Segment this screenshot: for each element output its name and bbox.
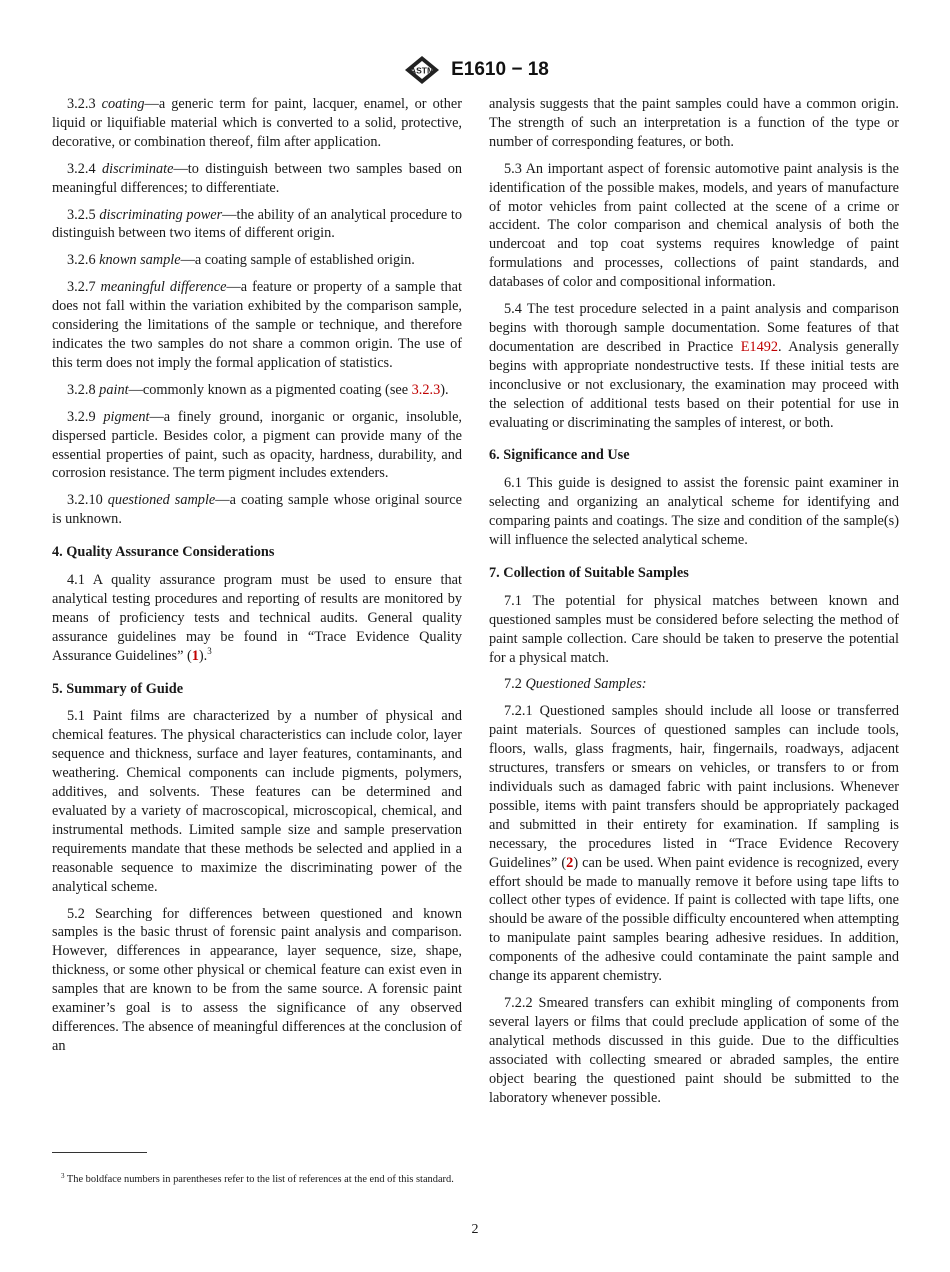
paragraph-7-2-2: 7.2.2 Smeared transfers can exhibit mingling of components from several layers or films that could preclude application of some of the analytical methods discussed in this guide. Due to the difficulties associated with collecting smeared or abraded samples, the entire object bearing the questioned paint should be submitted to the laboratory whenever possible. <box>489 994 899 1106</box>
paragraph-6-1: 6.1 This guide is designed to assist the forensic paint examiner in selecting and organizing an analytical scheme for identifying and comparing paints and coatings. The size and condition of the sample(s) will influence the selected analytical scheme. <box>489 475 899 549</box>
definition-3-2-9: 3.2.9 pigment—a finely ground, inorganic or organic, insoluble, dispersed particle. Besides color, a pigment can provide many of the essential properties of paint, such as opacity, hardness, durability, and corrosion resistance. The term pigment includes extenders. <box>52 408 462 482</box>
paragraph-7-2: 7.2 Questioned Samples: <box>504 676 647 693</box>
svg-text:ASTM: ASTM <box>410 65 435 76</box>
paragraph-5-2-continued: analysis suggests that the paint samples could have a common origin. The strength of such an interpretation is a function of the type or number of corresponding features, or both. <box>489 96 899 150</box>
definition-3-2-6: 3.2.6 known sample—a coating sample of established origin. <box>67 252 415 269</box>
paragraph-4-1: 4.1 A quality assurance program must be used to ensure that analytical testing procedures and reporting of results are monitored by means of proficiency tests and technical audits. General quality assurance guidelines may be found in “Trace Evidence Quality Assurance Guidelines” (1).$^3$ <box>52 572 462 664</box>
astm-logo-icon <box>401 54 443 86</box>
page-number: 2 <box>471 1222 479 1237</box>
section-link-3-2-3[interactable]: 3.2.3 <box>411 381 441 398</box>
paragraph-5-3: 5.3 An important aspect of forensic automotive paint analysis is the identification of the possible makes, models, and years of manufacture of motor vehicles from paint collected at the scene of a crime or accident. The color comparison and chemical analysis of both the undercoat and top coat systems requires knowledge of paint formulations and processes, collections of paint standards, and databases of color and compositional information. <box>489 160 899 291</box>
paragraph-7-2-1: 7.2.1 Questioned samples should include all loose or transferred paint materials. Sources of questioned samples can include tools, floors, walls, glass fragments, hair, fingernails, roadways, adjacent structures, transfers or smears on vehicles, or transfers to or from individuals such as damaged fabric with paint inclusions. Whenever possible, items with paint transfers should be appropriately packaged and submitted in their entirety for examination. If sampling is necessary, the procedures listed in “Trace Evidence Recovery Guidelines” (2) can be used. When paint evidence is recognized, every effort should be made to manually remove it before using tape lifts to collect other types of evidence. If paint is collected with tape lifts, one should be aware of the possible difficulty encountered when attempting to manipulate paint samples bearing adhesive residues. In addition, components of the adhesive could contaminate the paint sample and change its apparent chemistry. <box>489 703 899 985</box>
paragraph-5-1: 5.1 Paint films are characterized by a number of physical and chemical features. The physical characteristics can include color, layer sequence and thickness, surface and layer features, contaminants, and weathering. Chemical components can include pigments, polymers, additives, and solvents. These features can be determined and evaluated by a variety of macroscopical, microscopical, chemical, and instrumental methods. Limited sample size and sample preservation requirements mandate that these methods be selected and applied in a reasonable sequence to maximize the discriminating power of the analytical scheme. <box>52 708 462 895</box>
paragraph-5-2: 5.2 Searching for differences between questioned and known samples is the basic thrust of forensic paint analysis and comparison. However, differences in appearance, layer sequence, size, shape, thickness, or some other physical or chemical feature can exist even in samples that are known to be from the same source. A forensic paint examiner’s goal is to assess the significance of any observed differences. The absence of meaningful differences at the conclusion of an <box>52 905 462 1054</box>
definition-3-2-10: 3.2.10 questioned sample—a coating sample whose original source is unknown. <box>52 492 462 528</box>
page-header <box>0 52 950 88</box>
definition-3-2-8: 3.2.8 paint—commonly known as a pigmented coating (see 3.2.3). <box>67 381 449 398</box>
paragraph-5-4: 5.4 The test procedure selected in a paint analysis and comparison begins with thorough sample documentation. Some features of that documentation are described in Practice E1492. Analysis generally begins with appropriate nondestructive tests. If these initial tests are inconclusive or not exclusionary, the examination may proceed with the selection of additional tests based on their potential for use in evaluating or discriminating the samples of interest, or both. <box>489 301 899 431</box>
footnote-3: $^3$ The boldface numbers in parentheses refer to the list of references at the end of this standard. <box>61 1172 454 1186</box>
document-designation: E1610 − 18 <box>451 59 549 80</box>
section-heading-6: 6. Significance and Use <box>489 447 630 464</box>
footnote-divider <box>52 1152 147 1153</box>
section-heading-7: 7. Collection of Suitable Samples <box>489 564 689 581</box>
reference-link-2[interactable]: 2 <box>566 854 574 871</box>
footnote-marker: 3 <box>207 645 212 656</box>
definition-3-2-7: 3.2.7 meaningful difference—a feature or property of a sample that does not fall within the variation exhibited by the comparison sample, considering the limitations of the sample or technique, and therefore indicates the two samples do not share a common origin. The use of this term does not imply the formal application of statistics. <box>52 279 462 371</box>
section-heading-5: 5. Summary of Guide <box>52 680 184 697</box>
definition-3-2-5: 3.2.5 discriminating power—the ability of an analytical procedure to distinguish between two items of different origin. <box>52 206 462 242</box>
standard-link-e1492[interactable]: E1492 <box>740 338 779 355</box>
left-column <box>52 95 462 1064</box>
right-column <box>489 95 899 1115</box>
reference-link-1[interactable]: 1 <box>191 647 199 664</box>
definition-3-2-4: 3.2.4 discriminate—to distinguish between two samples based on meaningful differences; to differentiate. <box>52 160 463 196</box>
definition-3-2-3: 3.2.3 coating—a generic term for paint, lacquer, enamel, or other liquid or liquifiable material which is converted to a solid, protective, decorative, or combination thereof, film after application. <box>52 96 462 150</box>
section-heading-4: 4. Quality Assurance Considerations <box>52 544 275 561</box>
paragraph-7-1: 7.1 The potential for physical matches between known and questioned samples must be considered before selecting the method of paint sample collection. Care should be taken to preserve the potential for a physical match. <box>489 592 899 666</box>
